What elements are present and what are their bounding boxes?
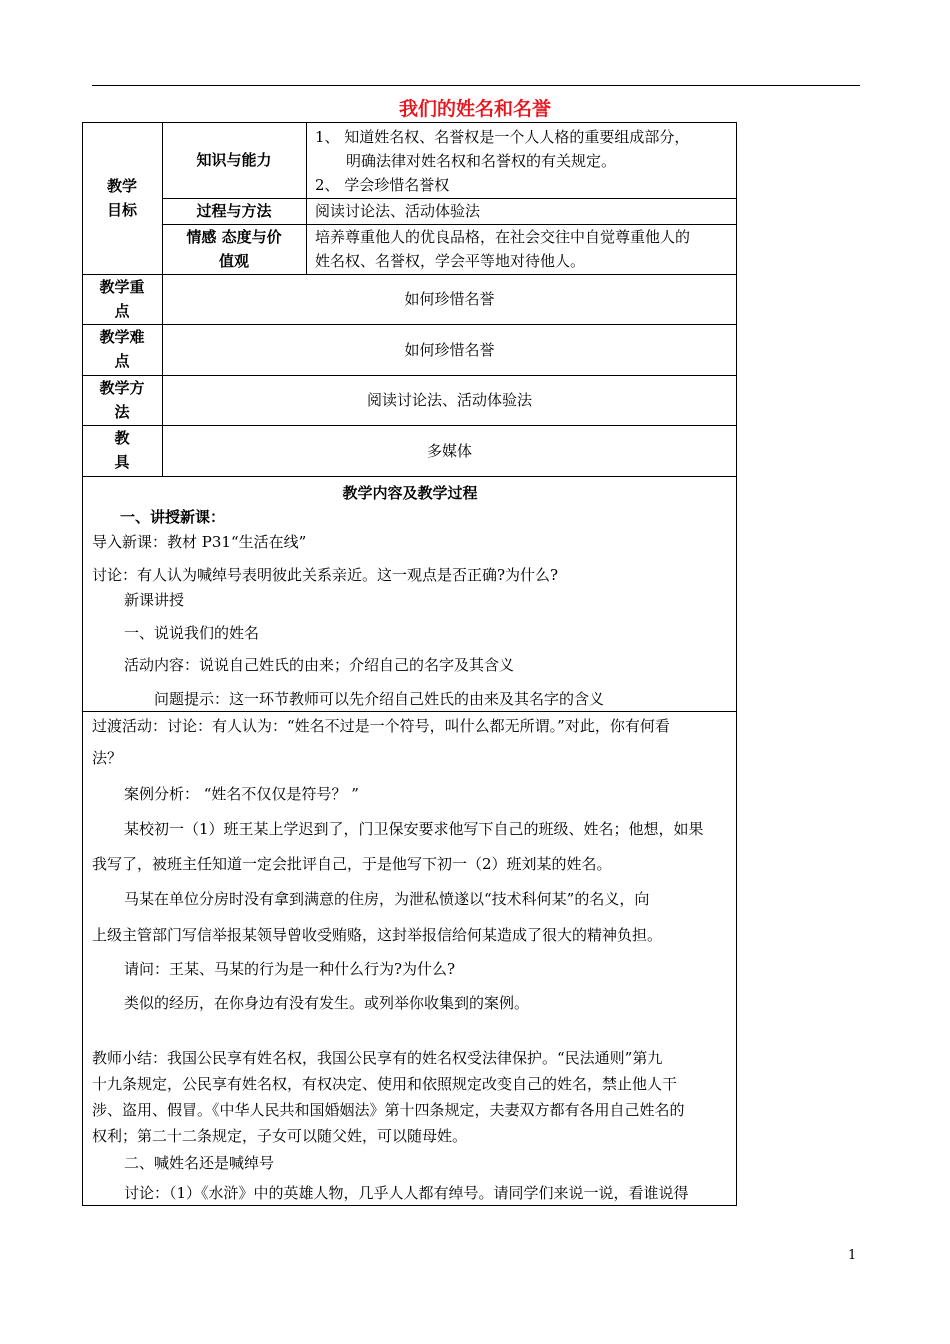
content-line: 权利；第二十二条规定，子女可以随父姓，可以随母姓。 <box>92 1127 468 1145</box>
objective-knowledge-line3: 2、 学会珍惜名誉权 <box>315 176 450 194</box>
objective-label-process <box>162 198 306 224</box>
content-line: 涉、盗用、假冒。《中华人民共和国婚姻法》第十四条规定，夫妻双方都有各用自己姓名的 <box>92 1101 685 1119</box>
method-label-line2: 法 <box>114 403 130 421</box>
page-number: 1 <box>848 1248 857 1263</box>
content-line: 法？ <box>92 749 123 767</box>
objective-label-attitude <box>162 225 306 273</box>
content-line: 新课讲授 <box>124 591 185 609</box>
tools-value-text: 多媒体 <box>426 441 472 460</box>
difficulty-label-line2: 点 <box>114 352 130 370</box>
objective-label-knowledge-text: 知识与能力 <box>196 151 272 169</box>
method-value <box>162 375 737 425</box>
key-point-value <box>162 274 737 324</box>
content-line: 类似的经历，在你身边有没有发生。或列举你收集到的案例。 <box>124 994 530 1012</box>
content-heading: 教学内容及教学过程 <box>342 484 478 502</box>
content-line: 二、喊姓名还是喊绰号 <box>124 1154 275 1172</box>
objective-label-process-text: 过程与方法 <box>196 202 272 220</box>
content-line: 我写了，被班主任知道一定会批评自己，于是他写下初一（2）班刘某的姓名。 <box>92 855 612 873</box>
content-line: 讨论：（1）《水浒》中的英雄人物，几乎人人都有绰号。请同学们来说一说，看谁说得 <box>124 1184 689 1202</box>
content-line: 活动内容：说说自己姓氏的由来；介绍自己的名字及其含义 <box>124 656 515 674</box>
method-label <box>82 376 162 424</box>
objective-label-attitude-line1: 情感 态度与价 <box>186 228 282 246</box>
objective-knowledge-line1: 1、 知道姓名权、名誉权是一个人人格的重要组成部分， <box>315 128 690 146</box>
tools-label-line1: 教 <box>114 429 130 447</box>
objective-attitude-line1: 培养尊重他人的优良品格，在社会交往中自觉尊重他人的 <box>315 228 691 246</box>
objectives-label <box>82 174 162 222</box>
objectives-label-line2: 目标 <box>106 201 137 219</box>
objective-label-attitude-line2: 值观 <box>218 252 249 270</box>
document-title: 我们的姓名和名誉 <box>398 98 551 120</box>
content-line: 十九条规定，公民享有姓名权，有权决定、使用和依照规定改变自己的姓名，禁止他人干 <box>92 1075 678 1093</box>
tools-label-line2: 具 <box>114 453 130 471</box>
content-line: 上级主管部门写信举报某领导曾收受贿赂，这封举报信给何某造成了很大的精神负担。 <box>92 926 663 944</box>
content-line: 案例分析： “姓名不仅仅是符号？ ” <box>124 785 359 803</box>
objective-knowledge-line2: 明确法律对姓名权和名誉权的有关规定。 <box>346 152 617 170</box>
content-line: 问题提示：这一环节教师可以先介绍自己姓氏的由来及其名字的含义 <box>154 690 605 708</box>
key-point-label-line1: 教学重 <box>99 278 145 296</box>
method-label-line1: 教学方 <box>99 379 145 397</box>
difficulty-label-line1: 教学难 <box>99 328 145 346</box>
table-rule <box>82 476 737 477</box>
content-line: 导入新课：教材 P31“生活在线” <box>92 533 307 551</box>
objective-attitude-line2: 姓名权、名誉权，学会平等地对待他人。 <box>315 252 586 270</box>
method-value-text: 阅读讨论法、活动体验法 <box>366 391 532 409</box>
objective-label-knowledge <box>162 122 306 198</box>
content-line: 过渡活动：讨论：有人认为：“姓名不过是一个符号，叫什么都无所谓。”对此，你有何看 <box>92 717 670 735</box>
header-rule <box>92 85 860 86</box>
key-point-label <box>82 275 162 323</box>
difficulty-label <box>82 325 162 373</box>
content-line: 讨论：有人认为喊绰号表明彼此关系亲近。这一观点是否正确?为什么? <box>92 566 559 584</box>
content-line: 马某在单位分房时没有拿到满意的住房，为泄私愤遂以“技术科何某”的名义，向 <box>124 890 650 908</box>
key-point-label-line2: 点 <box>114 302 130 320</box>
objective-process-text: 阅读讨论法、活动体验法 <box>315 202 481 220</box>
tools-value <box>162 425 737 476</box>
section1-heading: 一、讲授新课： <box>120 508 226 526</box>
difficulty-value-text: 如何珍惜名誉 <box>404 340 495 359</box>
content-line: 一、说说我们的姓名 <box>124 624 260 642</box>
table-rule <box>306 122 307 274</box>
objectives-label-line1: 教学 <box>106 177 137 195</box>
tools-label <box>82 426 162 474</box>
difficulty-value <box>162 324 737 375</box>
content-line: 某校初一（1）班王某上学迟到了，门卫保安要求他写下自己的班级、姓名；他想，如果 <box>124 820 704 838</box>
content-line: 教师小结：我国公民享有姓名权，我国公民享有的姓名权受法律保护。“民法通则”第九 <box>92 1049 663 1067</box>
key-point-value-text: 如何珍惜名誉 <box>404 290 495 308</box>
content-line: 请问：王某、马某的行为是一种什么行为?为什么? <box>124 960 456 978</box>
